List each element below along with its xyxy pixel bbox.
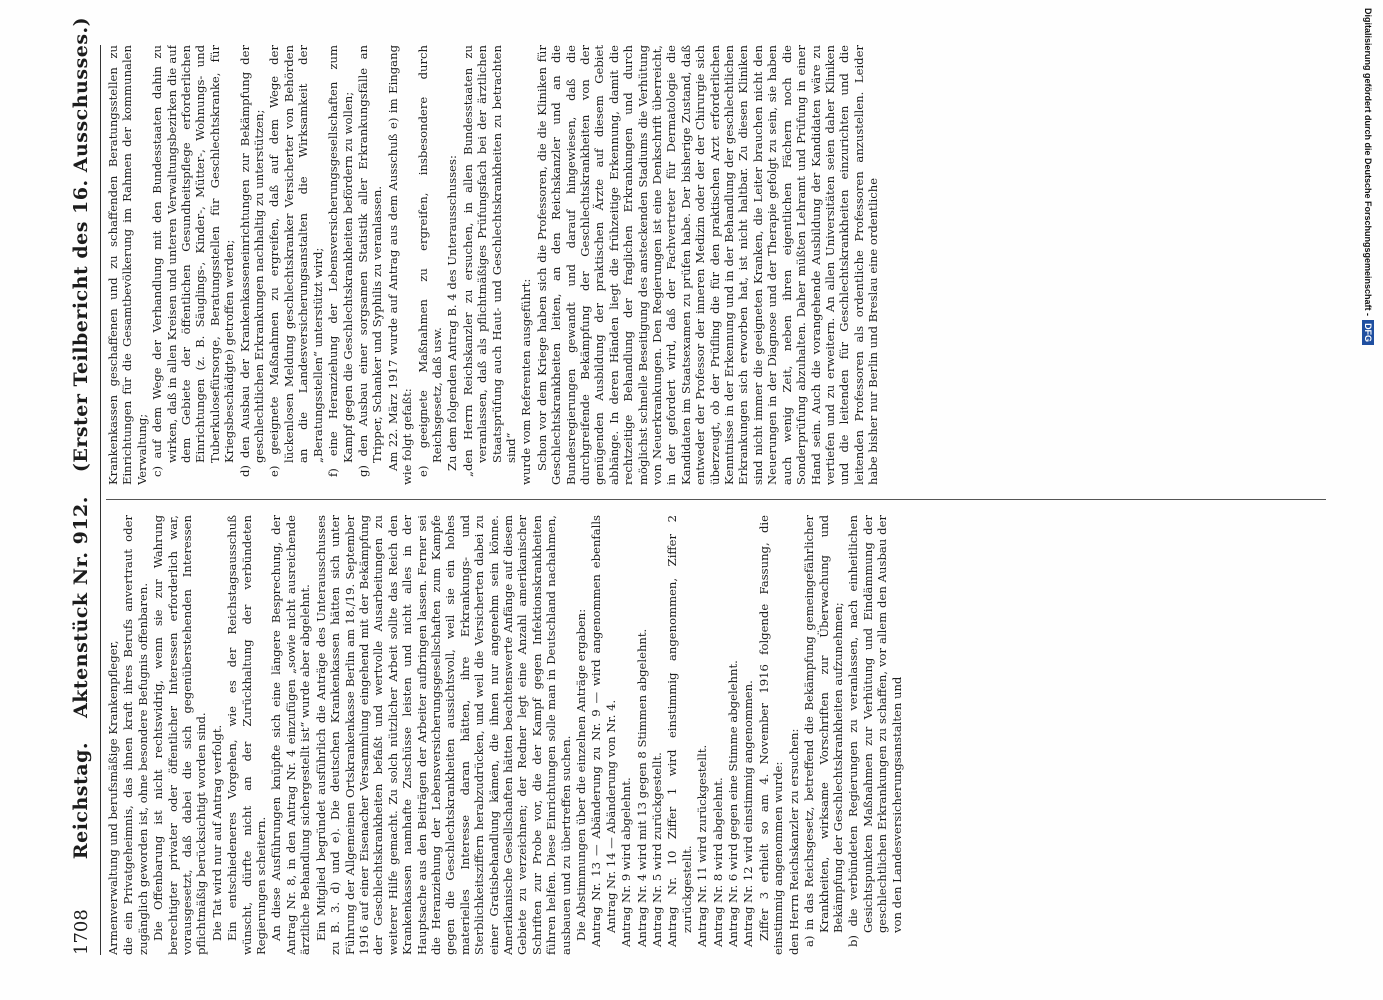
list-item: Antrag Nr. 12 wird einstimmig angenommen. xyxy=(741,680,756,947)
page-number: 1708 xyxy=(71,909,92,955)
list-item: Antrag Nr. 10 Ziffer 1 wird einstimmig angenommen, Ziffer 2 zurückgestellt. xyxy=(665,515,694,947)
list-item: Antrag Nr. 5 wird zurückgestellt. xyxy=(650,752,665,947)
page-header xyxy=(70,16,94,955)
paragraph: Ein Mitglied begründet ausführlich die Anträge des Unterausschusses zu B. 3. d) und e). Die deutschen Krankenkassen hätten sich unter Führung der Allgemeinen Ortskrankenkasse Berlin am 18./19. September 1916 auf einer Eisenacher Versammlung eingehend mit der Bekämpfung der Geschlechtskrankheiten befaßt und wertvolle Ausarbeitungen zu weiterer Hilfe gemacht. Zu solch nützlicher Arbeit sollte das Reich den Krankenkassen namhafte Zuschüsse leisten und nicht alles in der Hauptsache aus den Beiträgen der Arbeiter aufbringen lassen. Ferner sei die Heranziehung der Lebensversicherungsgesellschaften zum Kampfe gegen die Geschlechtskrankheiten aussichtsvoll, weil sie ein hohes materielles Interesse daran hätten, ihre Erkrankungs- und Sterblichkeitsziffern herabzudrücken, und weil die Versicherten dabei zu einer Gratisbehandlung kämen, die ihnen nur angenehm sein könne. Amerikanische Gesellschaften hätten beachtenswerte Anfänge auf diesem Gebiete zu verzeichnen; der Redner legt eine Anzahl amerikanischer Schriften zur Probe vor, die der Kampf gegen Infektionskrankheiten führen helfen. Diese Einrichtungen solle man in Deutschland nachahmen, ausbauen und zu übertreffen suchen. xyxy=(313,515,573,955)
list-item: e) geeignete Maßnahmen zu ergreifen, insbesondere durch Reichsgesetz, daß usw. xyxy=(415,45,444,477)
rotated-page-content xyxy=(70,16,1330,955)
list-item: Antrag Nr. 4 wird mit 13 gegen 8 Stimmen abgelehnt. xyxy=(634,628,649,947)
paragraph: Armenverwaltung und berufsmäßige Krankenpfleger, xyxy=(106,640,120,955)
list-item: f) eine Heranziehung der Lebensversicherungsgesellschaften zum Kampf gegen die Geschlechtskrankheiten befördern zu wollen; xyxy=(326,45,355,477)
list-item: a) in das Reichsgesetz, betreffend die Bekämpfung gemeingefährlicher Krankheiten, wirksame Vorschriften zur Überwachung und Bekämpfung der Geschlechtskrankheiten aufzunehmen; xyxy=(802,515,845,947)
paragraph: Ziffer 3 erhielt so am 4. November 1916 folgende Fassung, die einstimmig angenommen wurde: xyxy=(756,515,786,955)
list-item: Antrag Nr. 13 — Abänderung zu Nr. 9 — wird angenommen ebenfalls Antrag Nr. 14 — Abänderung von Nr. 4. xyxy=(589,515,618,947)
list-item: Antrag Nr. 8 wird abgelehnt. xyxy=(710,777,725,947)
list-item: Antrag Nr. 9 wird abgelehnt. xyxy=(619,777,634,947)
list-item: b) die verbündeten Regierungen zu veranlassen, nach einheitlichen Gesichtspunkten Maßnahmen zur Verhütung und Eindämmung der geschlechtlichen Erkrankungen zu schaffen, vor allem den Ausbau der von den Landesversicherungsanstalten und xyxy=(846,515,904,947)
paragraph: Ein entschiedeneres Vorgehen, wie es der Reichstagsausschuß wünscht, dürfte nicht an der Zurückhaltung der verbündeten Regierungen scheitern. xyxy=(225,515,269,955)
list-item: Antrag Nr. 6 wird gegen eine Stimme abgelehnt. xyxy=(726,660,741,947)
column-divider xyxy=(106,499,1326,500)
paragraph: Die Tat wird nur auf Antrag verfolgt. xyxy=(209,724,224,941)
list-item: g) den Ausbau einer sorgsamen Statistik aller Erkrankungsfälle an Tripper, Schanker und Syphilis zu veranlassen. xyxy=(355,45,385,477)
list-item: d) den Ausbau der Krankenkasseneinrichtungen zur Bekämpfung der geschlechtlichen Erkrankungen nachhaltig zu unterstützen; xyxy=(237,45,267,477)
right-column xyxy=(106,45,1326,485)
section-title: (Erster Teilbericht des 16. Ausschusses.) xyxy=(70,16,92,473)
paragraph: Schon vor dem Kriege haben sich die Professoren, die die Kliniken für Geschlechtskrankheiten leiten, an den Reichskanzler und an die Bundesregierungen gewandt und darauf hingewiesen, daß die durchgreifende Bekämpfung der Geschlechtskrankheiten von der genügenden Ausbildung der praktischen Ärzte auf diesem Gebiet abhänge. In deren Händen liegt die frühzeitige Erkennung, damit die rechtzeitige Behandlung der fraglichen Erkrankungen und durch möglichst schnelle Beseitigung des ansteckenden Stadiums die Verhütung von Neuerkrankungen. Den Regierungen ist eine Denkschrift überreicht, in der gefordert wird, daß der Fachvertreter für Dermatologie die Kandidaten im Staatsexamen zu prüfen habe. Der bisherige Zustand, daß entweder der Professor der inneren Medizin oder der der Chirurgie sich überzeugt, ob der Prüfling die für den praktischen Arzt erforderlichen Kenntnisse in der Erkennung und in der Behandlung der geschlechtlichen Erkrankungen sich erworben hat, ist nicht haltbar. Zu diesen Kliniken sind nicht immer die geeigneten Kranken, die Leiter brauchen nicht den Neuerungen in der Diagnose und der Therapie gefolgt zu sein, sie haben auch wenig Zeit, neben ihren eigentlichen Fächern noch die Sonderprüfung abzuhalten. Daher müßten Lehramt und Prüfung in einer Hand sein. Auch die vorangehende Ausbildung der Kandidaten wäre zu vertiefen und zu erweitern. An allen Universitäten seien daher Kliniken und die leitenden für Geschlechtskrankheiten einzurichten und die leitenden Professoren als ordentliche Professoren anzustellen. Leider habe bisher nur Berlin und Breslau eine ordentliche xyxy=(534,45,881,485)
list-item: Antrag Nr. 11 wird zurückgestellt. xyxy=(695,744,710,947)
paragraph: Zu dem folgenden Antrag B. 4 des Unterausschusses: xyxy=(445,155,460,471)
list-item: e) geeignete Maßnahmen zu ergreifen, daß auf dem Wege der lückenlosen Meldung geschlechtskranker Versicherter von Behörden an die Landesversicherungsanstalten die Wirksamkeit der „Beratungsstellen“ unterstützt wird; xyxy=(267,45,325,477)
paragraph: An diese Ausführungen knüpfte sich eine längere Besprechung, der Antrag Nr. 8, in den Antrag Nr. 4 einzufügen „sowie nicht ausreichende ärztliche Behandlung sichergestellt ist“ wurde aber abgelehnt. xyxy=(269,515,313,955)
paragraph: Die Abstimmungen über die einzelnen Anträge ergaben: xyxy=(574,608,588,941)
paragraph: Krankenkassen geschaffenen und zu schaffenden Beratungsstellen zu Einrichtungen für die Gesamtbevölkerung im Rahmen der kommunalen Verwaltung; xyxy=(106,45,149,485)
digitization-note xyxy=(1356,8,1376,988)
paragraph: den Herrn Reichskanzler zu ersuchen: xyxy=(786,728,801,955)
running-title: Reichstag. xyxy=(70,742,92,860)
digitization-text: Digitalisierung gefördert durch die Deutsche Forschungsgemeinschaft - xyxy=(1363,8,1373,317)
list-item: „den Herrn Reichskanzler zu ersuchen, in allen Bundesstaaten zu veranlassen, daß als pflichtmäßiges Prüfungsfach bei der ärztlichen Staatsprüfung auch Haut- und Geschlechtskrankheiten zu betrachten sind“ xyxy=(460,45,518,477)
paragraph: wurde vom Referenten ausgeführt: xyxy=(519,278,534,485)
paragraph: Die Offenbarung ist nicht rechtswidrig, wenn sie zur Wahrung berechtigter privater oder öffentlicher Interessen erforderlich war, vorausgesetzt, daß dabei die sich gegenüberstehenden Interessen pflichtmäßig berücksichtigt worden sind. xyxy=(151,515,209,955)
list-item: c) auf dem Wege der Verhandlung mit den Bundesstaaten dahin zu wirken, daß in allen Kreisen und unteren Verwaltungsbezirken die auf dem Gebiete der öffentlichen Gesundheitspflege erforderlichen Einrichtungen (z. B. Säuglings-, Kinder-, Mütter-, Wohnungs- und Tuberkulosefürsorge, Beratungsstellen für Geschlechtskranke, für Kriegsbeschädigte) getroffen werden; xyxy=(150,45,237,477)
header-rule xyxy=(100,45,101,955)
paragraph: die ein Privatgeheimnis, das ihnen kraft ihres Berufs anvertraut oder zugänglich geworden ist, ohne besondere Befugnis offenbaren. xyxy=(121,515,150,955)
paragraph: Am 22. März 1917 wurde auf Antrag aus dem Ausschuß e) im Eingang wie folgt gefaßt: xyxy=(385,45,415,485)
document-number: Aktenstück Nr. 912. xyxy=(70,496,92,719)
left-column xyxy=(106,515,1326,955)
dfg-logo: DFG xyxy=(1362,320,1374,345)
